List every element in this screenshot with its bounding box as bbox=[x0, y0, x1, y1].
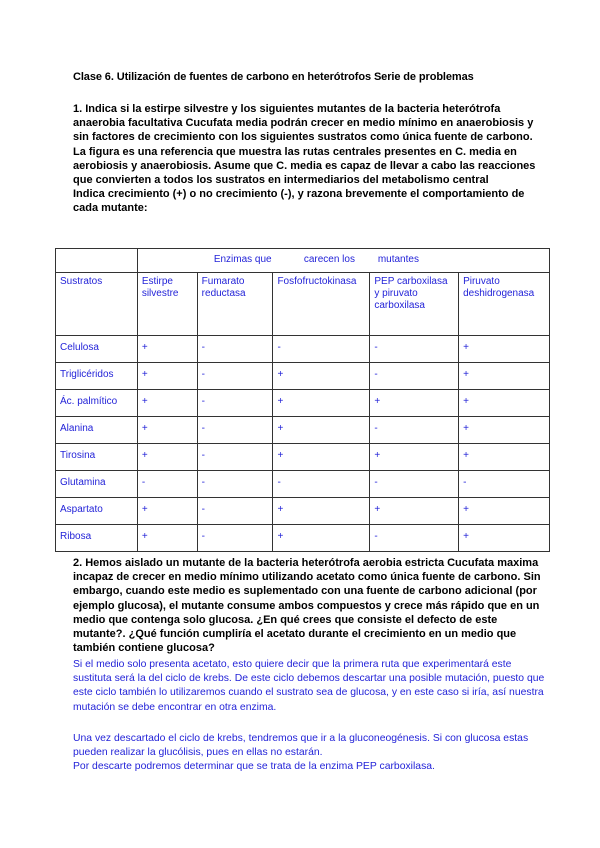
column-header: Fumarato reductasa bbox=[197, 273, 273, 336]
growth-cell: - bbox=[370, 471, 459, 498]
column-header: Estirpe silvestre bbox=[137, 273, 197, 336]
table-row bbox=[56, 417, 550, 444]
growth-cell: - bbox=[370, 363, 459, 390]
substrate-cell: Celulosa bbox=[56, 336, 138, 363]
column-header: Piruvato deshidrogenasa bbox=[459, 273, 550, 336]
growth-cell: + bbox=[137, 336, 197, 363]
growth-cell: + bbox=[459, 525, 550, 552]
substrate-cell: Alanina bbox=[56, 417, 138, 444]
table-row bbox=[56, 498, 550, 525]
growth-cell: - bbox=[197, 336, 273, 363]
substrate-cell: Ribosa bbox=[56, 525, 138, 552]
growth-cell: + bbox=[459, 498, 550, 525]
growth-cell: - bbox=[197, 417, 273, 444]
growth-cell: - bbox=[370, 336, 459, 363]
growth-cell: - bbox=[273, 336, 370, 363]
table-group-header-row bbox=[56, 249, 550, 273]
growth-table bbox=[55, 248, 550, 552]
growth-cell: - bbox=[370, 525, 459, 552]
growth-cell: + bbox=[459, 336, 550, 363]
growth-cell: + bbox=[370, 390, 459, 417]
growth-cell: + bbox=[137, 498, 197, 525]
growth-cell: - bbox=[137, 471, 197, 498]
substrate-cell: Aspartato bbox=[56, 498, 138, 525]
growth-cell: + bbox=[137, 417, 197, 444]
answer-paragraph-1: Si el medio solo presenta acetato, esto quiere decir que la primera ruta que experimentará este sustituta será la del ciclo de krebs. De este ciclo debemos descartar una posible mutación, puesto que este ciclo también lo utilizaremos cuando el sustrato sea de glucosa, y en este caso si iría, así nuestra mutación se debe encontrar en otra enzima. bbox=[73, 659, 545, 713]
growth-cell: + bbox=[273, 390, 370, 417]
growth-cell: + bbox=[459, 390, 550, 417]
table-row bbox=[56, 363, 550, 390]
question-1 bbox=[73, 102, 543, 216]
column-header: Sustratos bbox=[56, 273, 138, 336]
growth-cell: - bbox=[197, 363, 273, 390]
substrate-cell: Ác. palmítico bbox=[56, 390, 138, 417]
growth-cell: + bbox=[273, 498, 370, 525]
growth-cell: + bbox=[273, 417, 370, 444]
column-header: Fosfofructokinasa bbox=[273, 273, 370, 336]
column-header: PEP carboxilasa y piruvato carboxilasa bbox=[370, 273, 459, 336]
growth-cell: - bbox=[197, 525, 273, 552]
growth-cell: + bbox=[273, 363, 370, 390]
growth-cell: + bbox=[370, 498, 459, 525]
growth-cell: - bbox=[370, 417, 459, 444]
table-row bbox=[56, 525, 550, 552]
table-row bbox=[56, 336, 550, 363]
document-title: Clase 6. Utilización de fuentes de carbono en heterótrofos Serie de problemas bbox=[73, 71, 474, 83]
growth-cell: - bbox=[197, 444, 273, 471]
growth-cell: - bbox=[273, 471, 370, 498]
substrate-cell: Triglicéridos bbox=[56, 363, 138, 390]
growth-cell: + bbox=[459, 444, 550, 471]
growth-cell: - bbox=[459, 471, 550, 498]
growth-cell: + bbox=[137, 390, 197, 417]
table-row bbox=[56, 444, 550, 471]
table-column-header-row bbox=[56, 273, 550, 336]
question-2: 2. Hemos aislado un mutante de la bacteria heterótrofa aerobia estricta Cucufata maxima incapaz de crecer en medio mínimo utilizando acetato como única fuente de carbono. Sin embargo, cuando este medio es suplementado con una fuente de carbono adicional (por ejemplo glucosa), el mutante consume ambos compuestos y crece más rápido que en un medio que contenga solo glucosa. ¿En qué crees que consiste el defecto de este mutante?. ¿Qué función cumpliría el acetato durante el crecimiento en un medio que también contiene glucosa? bbox=[73, 557, 541, 655]
growth-cell: + bbox=[273, 525, 370, 552]
growth-cell: + bbox=[137, 363, 197, 390]
empty-corner-cell bbox=[56, 249, 138, 273]
table-row bbox=[56, 471, 550, 498]
question-1-text: 1. Indica si la estirpe silvestre y los siguientes mutantes de la bacteria heterótrofa anaerobia facultativa Cucufata media podrán crecer en medio mínimo en anaerobiosis y sin factores de crecimiento con los siguientes sustratos como única fuente de carbono. La figura es una referencia que muestra las rutas centrales presentes en C. media en aerobiosis y anaerobiosis. Asume que C. media es capaz de llevar a cabo las reacciones que convierten a todos los sustratos en intermediarios del metabolismo central bbox=[73, 103, 536, 187]
growth-cell: + bbox=[459, 417, 550, 444]
question-1-instruction: Indica crecimiento (+) o no crecimiento (-), y razona brevemente el comportamiento de cada mutante: bbox=[73, 188, 525, 215]
table-row bbox=[56, 390, 550, 417]
growth-cell: + bbox=[137, 525, 197, 552]
enzymes-group-header: Enzimas que carecen los mutantes bbox=[137, 249, 549, 273]
substrate-cell: Glutamina bbox=[56, 471, 138, 498]
growth-cell: + bbox=[273, 444, 370, 471]
answer-paragraph-2: Una vez descartado el ciclo de krebs, tendremos que ir a la gluconeogénesis. Si con glucosa estas pueden realizar la glucólisis, pues en ellas no estarán. Por descarte podremos determinar que se trata de la enzima PEP carboxilasa. bbox=[73, 733, 529, 773]
growth-cell: - bbox=[197, 498, 273, 525]
substrate-cell: Tirosina bbox=[56, 444, 138, 471]
growth-cell: - bbox=[197, 471, 273, 498]
growth-cell: + bbox=[370, 444, 459, 471]
growth-cell: + bbox=[459, 363, 550, 390]
growth-cell: - bbox=[197, 390, 273, 417]
growth-cell: + bbox=[137, 444, 197, 471]
